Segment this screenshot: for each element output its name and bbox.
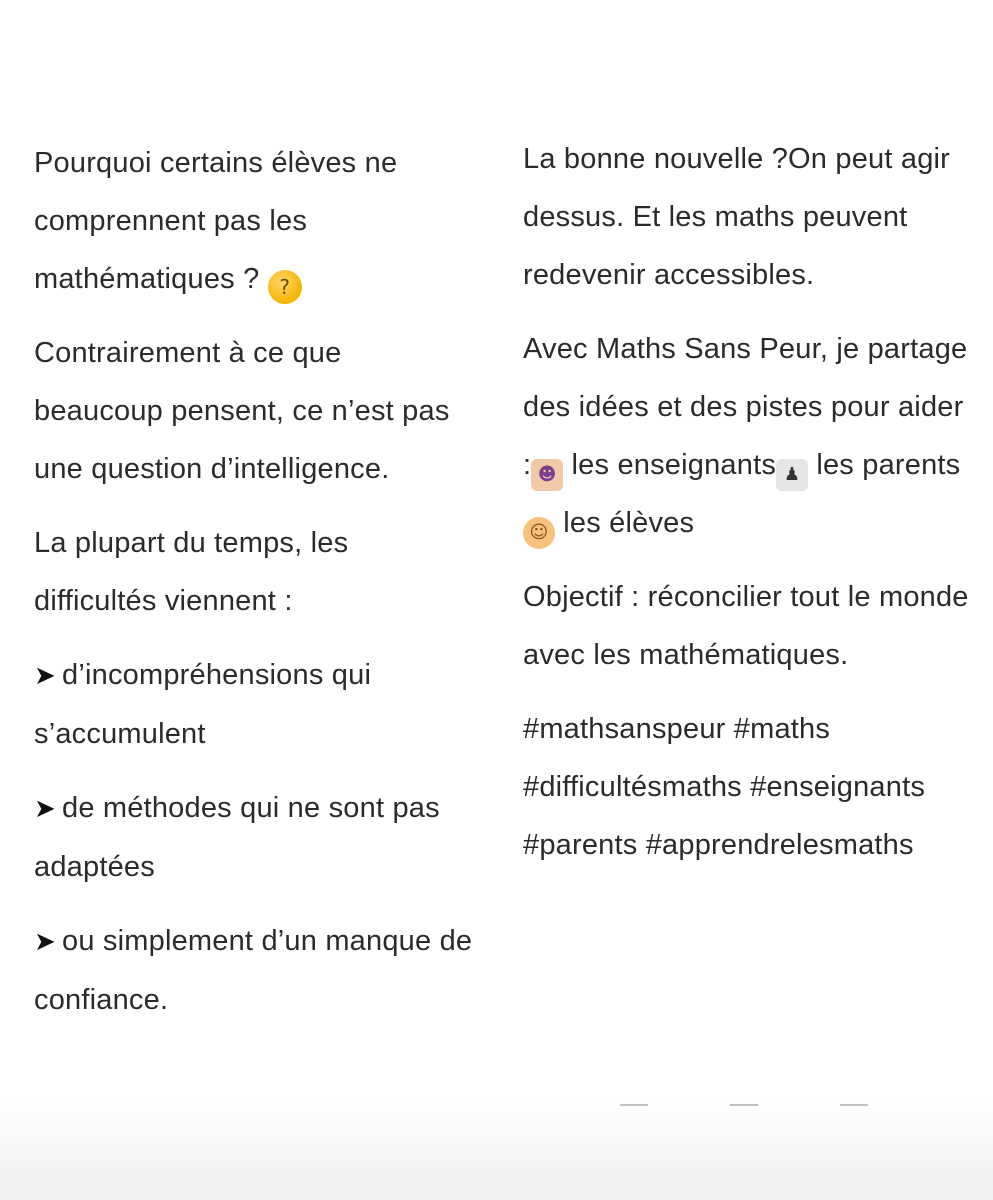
thinking-face-icon: ? — [268, 270, 302, 304]
audience-parents: les parents — [808, 449, 961, 481]
question-text: Pourquoi certains élèves ne comprennent pas les mathématiques ? — [34, 147, 398, 295]
bullet-text: d’incompréhensions qui s’accumulent — [34, 659, 372, 750]
audience-intro: Avec Maths Sans Peur, je partage des idées et des pistes pour aider : — [523, 333, 968, 481]
child-icon: ☺ — [523, 517, 555, 549]
bullet-item — [34, 912, 474, 1029]
audience-paragraph — [523, 320, 973, 552]
difficulties-intro-paragraph: La plupart du temps, les difficultés viennent : — [34, 527, 349, 617]
intelligence-paragraph: Contrairement à ce que beaucoup pensent, ce n’est pas une question d’intelligence. — [34, 337, 450, 485]
question-paragraph — [34, 134, 474, 308]
bullet-item — [34, 779, 474, 896]
bullet-text: de méthodes qui ne sont pas adaptées — [34, 792, 440, 883]
right-column — [523, 130, 973, 890]
bullet-item — [34, 646, 474, 763]
arrow-bullet-icon: ➤ — [34, 661, 56, 691]
hashtags: #mathsanspeur #maths #difficultésmaths #enseignants #parents #apprendrelesmaths — [523, 713, 926, 861]
teacher-icon: ☻ — [531, 459, 563, 491]
objective-paragraph: Objectif : réconcilier tout le monde avec les mathématiques. — [523, 581, 969, 671]
bullet-text: ou simplement d’un manque de confiance. — [34, 925, 473, 1016]
good-news-paragraph: La bonne nouvelle ?On peut agir dessus. Et les maths peuvent redevenir accessibles. — [523, 143, 951, 291]
bottom-fade — [0, 1100, 993, 1200]
arrow-bullet-icon: ➤ — [34, 927, 56, 957]
arrow-bullet-icon: ➤ — [34, 794, 56, 824]
left-column — [34, 134, 474, 1045]
audience-students: les élèves — [555, 507, 695, 539]
audience-teachers: les enseignants — [563, 449, 777, 481]
family-icon: ♟ — [776, 459, 808, 491]
